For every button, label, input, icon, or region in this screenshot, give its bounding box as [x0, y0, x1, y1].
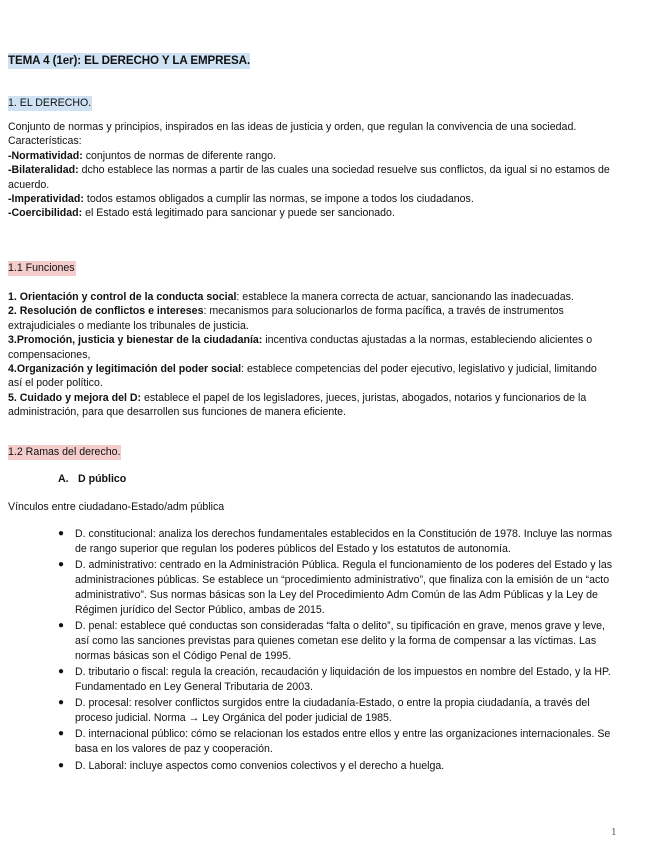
funcion-item: 2. Resolución de conflictos e intereses: mecanismos para solucionarlos de forma pacífica, a través de instrumentos extrajudiciales o mediante los tribunales de justicia. [8, 305, 564, 332]
list-item: ● D. Laboral: incluye aspectos como convenios colectivos y el derecho a huelga. [58, 759, 445, 772]
bullet-icon: ● [58, 665, 65, 677]
section-heading-el-derecho: 1. EL DERECHO. [8, 97, 92, 109]
funcion-item: 3.Promoción, justicia y bienestar de la ciudadanía: incentiva conductas ajustadas a la normas, estableciendo alicientes o compensaciones, [8, 334, 593, 361]
bullet-icon: ● [58, 619, 65, 631]
list-item: ● D. tributario o fiscal: regula la creación, recaudación y liquidación de los impuestos en nombre del Estado, y la HP. Fundamentado en Ley General Tributaria de 2003. [58, 665, 611, 693]
feature-item: -Imperatividad: todos estamos obligados a cumplir las normas, se impone a todos los ciudadanos. [8, 193, 474, 206]
list-item: ● D. administrativo: centrado en la Administración Pública. Regula el funcionamiento de los poderes del Estado y las administraciones públicas. Se establece un “procedimiento administrativo”, que finaliza con la emisión de un “acto administrativo”. Sus normas básicas son la Ley del Procedimiento Adm Común de las Adm Públicas y la Ley de Régimen jurídico del Sector Público, ambas de 2015. [58, 559, 613, 616]
feature-term: -Bilateralidad: [8, 164, 79, 177]
section-heading-funciones: 1.1 Funciones [8, 262, 75, 274]
list-item: ● D. procesal: resolver conflictos surgidos entre la ciudadanía-Estado, o entre la propia ciudadanía, a través del proceso judicial. Norma → Ley Orgánica del poder judicial de 1985. [58, 697, 590, 724]
ramas-bullet-list [58, 527, 613, 775]
feature-term: -Coercibilidad: [8, 207, 83, 220]
vinculos-text: Vínculos entre ciudadano-Estado/adm pública [8, 501, 225, 513]
intro-paragraph: Conjunto de normas y principios, inspirados en las ideas de justicia y orden, que regulan la convivencia de una sociedad. [8, 121, 577, 133]
feature-item: -Bilateralidad: dcho establece las normas a partir de las cuales una sociedad resuelve sus conflictos, da igual si no estamos de acuerdo. [8, 164, 610, 191]
feature-item: -Coercibilidad: el Estado está legitimado para sancionar y puede ser sancionado. [8, 207, 395, 220]
bullet-icon: ● [58, 559, 65, 571]
funcion-item: 5. Cuidado y mejora del D: establece el papel de los legisladores, jueces, juristas, abogados, notarios y funcionarios de la administración, para que desarrollen sus funciones de manera eficiente. [8, 391, 587, 419]
subsection-letter: A. [58, 473, 69, 485]
feature-term: -Imperatividad: [8, 193, 84, 206]
list-item: ● D. internacional público: cómo se relacionan los estados entre ellos y entre las organizaciones internacionales. Se basa en los valores de paz y cooperación. [58, 728, 611, 756]
caracteristicas-label: Características: [8, 135, 82, 148]
funciones-list [8, 290, 613, 420]
feature-item: -Normatividad: conjuntos de normas de diferente rango. [8, 149, 276, 162]
funcion-term: 5. Cuidado y mejora del D: [8, 391, 142, 404]
funcion-term: 4.Organización y legitimación del poder social [8, 363, 242, 376]
feature-term: -Normatividad: [8, 149, 83, 162]
section-heading-ramas: 1.2 Ramas del derecho. [8, 446, 121, 458]
funcion-term: 2. Resolución de conflictos e intereses [8, 305, 204, 318]
bullet-icon: ● [58, 759, 65, 771]
subsection-heading-d-publico [58, 473, 126, 485]
funcion-item: 4.Organización y legitimación del poder social: establece competencias del poder ejecutivo, legislativo y judicial, limitando así el poder político. [8, 363, 597, 390]
document-title: TEMA 4 (1er): EL DERECHO Y LA EMPRESA. [8, 54, 251, 67]
funcion-item: 1. Orientación y control de la conducta social: establece la manera correcta de actuar, sancionando las inadecuadas. [8, 291, 574, 303]
list-item: ● D. penal: establece qué conductas son consideradas “falta o delito”, su tipificación en grave, menos grave y leve, así como las sanciones previstas para quienes cometan ese delito y la forma de compensar a las víctimas. Las normas básicas son el Código Penal de 1995. [58, 619, 605, 662]
bullet-icon: ● [58, 528, 65, 539]
funcion-term: 1. Orientación y control de la conducta social [8, 291, 237, 303]
bullet-icon: ● [58, 697, 65, 709]
bullet-icon: ● [58, 728, 65, 740]
list-item: ● D. constitucional: analiza los derechos fundamentales establecidos en la Constitución de 1978. Incluye las normas de rango superior que regulan los poderes públicos del Estado y los estatutos de autonomía. [58, 528, 613, 555]
funcion-term: 3.Promoción, justicia y bienestar de la ciudadanía: [8, 334, 263, 347]
subsection-title: D público [78, 473, 127, 485]
definition-block [8, 120, 613, 221]
page-number: 1 [611, 826, 617, 838]
